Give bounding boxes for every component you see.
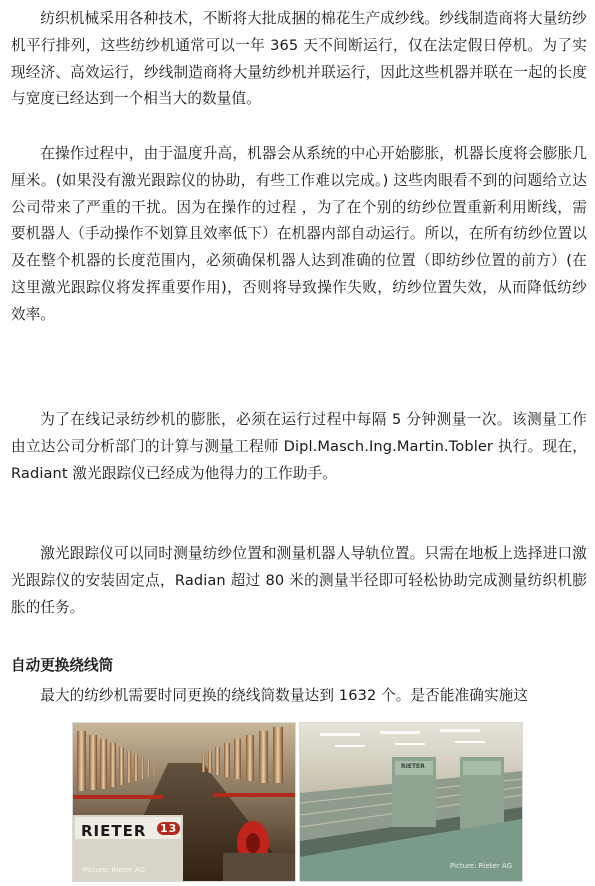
paragraph-4: 激光跟踪仪可以同时测量纺纱位置和测量机器人导轨位置。只需在地板上选择进口激光跟踪仪的安装固定点，Radian 超过 80 米的测量半径即可轻松协助完成测量纺织机膨胀的任务。 (11, 545, 587, 616)
paragraph-1: 纺织机械采用各种技术，不断将大批成捆的棉花生产成纱线。纱线制造商将大量纺纱机平行排列，这些纺纱机通常可以一年 365 天不间断运行，仅在法定假日停机。为了实现经济、高效运行，纱线制造商将大量纺纱机并联运行，因此这些机器并联在一起的长度与宽度已经达到一个相当大的数量值。 (11, 10, 587, 108)
photo-credit-right: Picture: Rieter AG (450, 862, 513, 870)
spinning-machine-illustration (73, 723, 295, 881)
spinning-hall-photo (299, 722, 523, 882)
spinning-machine-photo (72, 722, 296, 882)
machine-brand-label: RIETER (81, 822, 147, 840)
paragraph-3: 为了在线记录纺纱机的膨胀，必须在运行过程中每隔 5 分钟测量一次。该测量工作由立达公司分析部门的计算与测量工程师 Dipl.Masch.Ing.Martin.Tobler 执行。现在，Radiant 激光跟踪仪已经成为他得力的工作助手。 (11, 411, 587, 482)
machine-panel-label: RIETER (401, 763, 425, 770)
photo-credit-left: Picture: Rieter AG (83, 866, 146, 874)
section-paragraph: 最大的纺纱机需要时同更换的绕线筒数量达到 1632 个。是否能准确实施这 (40, 687, 529, 704)
spinning-hall-illustration (300, 723, 522, 881)
machine-number-label: 13 (157, 822, 180, 835)
paragraph-2: 在操作过程中，由于温度升高，机器会从系统的中心开始膨胀，机器长度将会膨胀几厘米。(如果没有激光跟踪仪的协助，有些工作难以完成。) 这些肉眼看不到的问题给立达公司带来了严重的干扰。因为在操作的过程 ，为了在个别的纺纱位置重新利用断线，需要机器人（手动操作不划算且效率低下）在机器内部自动运行。所以，在所有纺纱位置以及在整个机器的长度范围内，必须确保机器人达到准确的位置（即纺纱位置的前方）(在这里激光跟踪仪将发挥重要作用)，否则将导致操作失败，纺纱位置失效，从而降低纺纱效率。 (11, 145, 587, 323)
section-heading: 自动更换绕线筒 (11, 657, 114, 674)
